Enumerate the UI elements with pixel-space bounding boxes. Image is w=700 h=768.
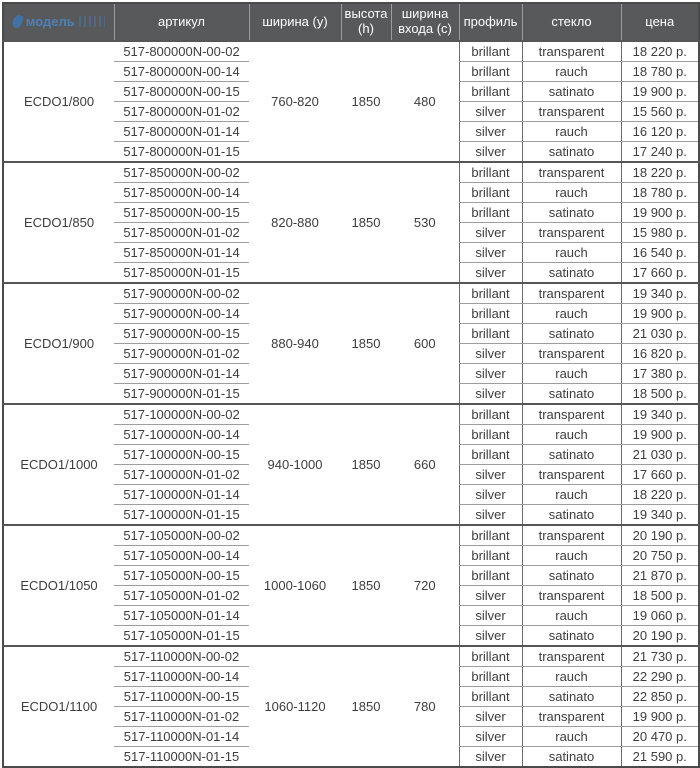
profile-cell: brillant xyxy=(459,566,522,586)
sku-cell: 517-105000N-00-14 xyxy=(114,546,249,566)
glass-cell: rauch xyxy=(522,364,621,384)
glass-cell: transparent xyxy=(522,223,621,243)
profile-cell: silver xyxy=(459,384,522,405)
sku-cell: 517-900000N-00-02 xyxy=(114,283,249,304)
profile-cell: brillant xyxy=(459,646,522,667)
model-cell: ECDO1/800 xyxy=(3,41,114,162)
profile-cell: brillant xyxy=(459,62,522,82)
sku-cell: 517-800000N-00-14 xyxy=(114,62,249,82)
price-cell: 18 500 р. xyxy=(621,384,699,405)
table-row xyxy=(3,404,699,425)
sku-cell: 517-100000N-01-15 xyxy=(123,506,240,522)
price-cell: 21 870 р. xyxy=(621,566,699,586)
sku-cell: 517-110000N-01-02 xyxy=(114,707,249,727)
price-cell: 17 380 р. xyxy=(621,364,699,384)
column-header-price: цена xyxy=(621,3,699,41)
column-header-profile: профиль xyxy=(459,3,522,41)
sku-cell: 517-900000N-01-14 xyxy=(114,364,249,384)
width-cell: 940-1000 xyxy=(249,404,341,525)
glass-cell: rauch xyxy=(522,183,621,203)
sku-cell: 517-100000N-00-14 xyxy=(114,425,249,445)
model-cell: ECDO1/1000 xyxy=(3,404,114,525)
glass-cell: rauch xyxy=(522,727,621,747)
profile-cell: silver xyxy=(459,707,522,727)
sku-cell: 517-900000N-00-15 xyxy=(114,324,249,344)
profile-cell: silver xyxy=(459,142,522,163)
profile-cell: silver xyxy=(459,505,522,526)
profile-cell: silver xyxy=(459,626,522,647)
price-cell: 19 340 р. xyxy=(621,505,699,526)
glass-cell: rauch xyxy=(522,667,621,687)
table-row xyxy=(3,283,699,304)
price-cell: 18 500 р. xyxy=(621,586,699,606)
width-cell: 1060-1120 xyxy=(249,646,341,767)
column-header-glass: стекло xyxy=(522,3,621,41)
sku-cell: 517-100000N-00-15 xyxy=(114,445,249,465)
profile-cell: brillant xyxy=(459,82,522,102)
glass-cell: transparent xyxy=(522,707,621,727)
entry-width-cell: 480 xyxy=(391,41,459,162)
model-cell: ECDO1/850 xyxy=(3,162,114,283)
price-cell: 16 120 р. xyxy=(621,122,699,142)
price-cell: 17 660 р. xyxy=(621,263,699,284)
price-cell: 16 540 р. xyxy=(621,243,699,263)
glass-cell: satinato xyxy=(522,384,621,405)
price-cell: 19 340 р. xyxy=(621,404,699,425)
glass-cell: satinato xyxy=(522,263,621,284)
model-cell: ECDO1/900 xyxy=(3,283,114,404)
price-cell: 19 900 р. xyxy=(621,707,699,727)
price-table xyxy=(2,2,700,768)
price-cell: 19 060 р. xyxy=(621,606,699,626)
profile-cell: silver xyxy=(459,364,522,384)
profile-cell: silver xyxy=(459,465,522,485)
profile-cell: silver xyxy=(459,727,522,747)
glass-cell: rauch xyxy=(522,546,621,566)
model-cell: ECDO1/1100 xyxy=(3,646,114,767)
sku-cell: 517-850000N-00-14 xyxy=(114,183,249,203)
header-row xyxy=(3,3,699,41)
sku-cell: 517-850000N-00-02 xyxy=(114,162,249,183)
column-header-model xyxy=(3,3,114,41)
profile-cell: silver xyxy=(459,485,522,505)
glass-cell: satinato xyxy=(522,445,621,465)
watermark-fragment xyxy=(79,16,105,27)
sku-cell: 517-105000N-01-15 xyxy=(123,627,240,643)
profile-cell: brillant xyxy=(459,687,522,707)
profile-cell: silver xyxy=(459,122,522,142)
profile-cell: silver xyxy=(459,102,522,122)
column-header-entry-width: ширина входа (c) xyxy=(391,3,459,41)
price-cell: 19 900 р. xyxy=(621,82,699,102)
table-row xyxy=(3,41,699,62)
sku-cell: 517-105000N-00-15 xyxy=(114,566,249,586)
price-cell: 18 220 р. xyxy=(621,41,699,62)
price-cell: 15 560 р. xyxy=(621,102,699,122)
profile-cell: brillant xyxy=(459,445,522,465)
sku-cell: 517-110000N-00-14 xyxy=(114,667,249,687)
price-cell: 19 900 р. xyxy=(621,425,699,445)
height-cell: 1850 xyxy=(341,162,391,283)
profile-cell: brillant xyxy=(459,183,522,203)
glass-cell: transparent xyxy=(522,586,621,606)
profile-cell: brillant xyxy=(459,546,522,566)
table-header xyxy=(3,3,699,41)
height-cell: 1850 xyxy=(341,283,391,404)
sku-cell: 517-100000N-00-02 xyxy=(114,404,249,425)
price-cell: 15 980 р. xyxy=(621,223,699,243)
entry-width-cell: 780 xyxy=(391,646,459,767)
price-cell: 18 220 р. xyxy=(621,162,699,183)
glass-cell: satinato xyxy=(522,566,621,586)
glass-cell: transparent xyxy=(522,525,621,546)
profile-cell: brillant xyxy=(459,525,522,546)
glass-cell: satinato xyxy=(522,687,621,707)
column-header-sku: артикул xyxy=(114,3,249,41)
height-cell: 1850 xyxy=(341,525,391,646)
table-row xyxy=(3,162,699,183)
price-cell: 21 030 р. xyxy=(621,324,699,344)
glass-cell: transparent xyxy=(522,41,621,62)
price-cell: 20 470 р. xyxy=(621,727,699,747)
glass-cell: rauch xyxy=(522,62,621,82)
glass-cell: transparent xyxy=(522,162,621,183)
sku-cell: 517-110000N-01-14 xyxy=(114,727,249,747)
glass-cell: satinato xyxy=(522,203,621,223)
watermark-logo-icon xyxy=(11,14,24,29)
glass-cell: transparent xyxy=(522,404,621,425)
height-cell: 1850 xyxy=(341,646,391,767)
glass-cell: transparent xyxy=(522,344,621,364)
sku-cell: 517-800000N-01-14 xyxy=(114,122,249,142)
column-header-model-label: модель xyxy=(25,13,75,29)
sku-cell: 517-105000N-00-02 xyxy=(114,525,249,546)
price-cell: 22 290 р. xyxy=(621,667,699,687)
sku-cell: 517-850000N-01-15 xyxy=(123,264,240,280)
price-cell: 20 750 р. xyxy=(621,546,699,566)
glass-cell: rauch xyxy=(522,122,621,142)
profile-cell: brillant xyxy=(459,425,522,445)
price-cell: 19 340 р. xyxy=(621,283,699,304)
glass-cell: satinato xyxy=(522,626,621,647)
price-cell: 18 220 р. xyxy=(621,485,699,505)
profile-cell: silver xyxy=(459,606,522,626)
profile-cell: brillant xyxy=(459,203,522,223)
entry-width-cell: 720 xyxy=(391,525,459,646)
profile-cell: silver xyxy=(459,747,522,768)
glass-cell: rauch xyxy=(522,304,621,324)
glass-cell: satinato xyxy=(522,324,621,344)
price-cell: 20 190 р. xyxy=(621,626,699,647)
glass-cell: rauch xyxy=(522,425,621,445)
entry-width-cell: 660 xyxy=(391,404,459,525)
profile-cell: silver xyxy=(459,586,522,606)
profile-cell: brillant xyxy=(459,304,522,324)
sku-cell: 517-850000N-01-14 xyxy=(114,243,249,263)
price-cell: 18 780 р. xyxy=(621,62,699,82)
price-cell: 21 590 р. xyxy=(621,747,699,768)
glass-cell: rauch xyxy=(522,606,621,626)
sku-cell: 517-105000N-01-02 xyxy=(114,586,249,606)
sku-cell: 517-850000N-01-02 xyxy=(114,223,249,243)
sku-cell: 517-900000N-01-15 xyxy=(123,385,240,401)
sku-cell: 517-110000N-00-15 xyxy=(114,687,249,707)
price-cell: 19 900 р. xyxy=(621,304,699,324)
profile-cell: silver xyxy=(459,243,522,263)
glass-cell: rauch xyxy=(522,485,621,505)
entry-width-cell: 530 xyxy=(391,162,459,283)
sku-cell: 517-800000N-00-02 xyxy=(114,41,249,62)
sku-cell: 517-800000N-01-02 xyxy=(114,102,249,122)
glass-cell: transparent xyxy=(522,102,621,122)
sku-cell: 517-100000N-01-14 xyxy=(114,485,249,505)
profile-cell: brillant xyxy=(459,324,522,344)
price-cell: 18 780 р. xyxy=(621,183,699,203)
profile-cell: brillant xyxy=(459,667,522,687)
sku-cell: 517-850000N-00-15 xyxy=(114,203,249,223)
price-cell: 16 820 р. xyxy=(621,344,699,364)
table-row xyxy=(3,525,699,546)
table-row xyxy=(3,646,699,667)
profile-cell: brillant xyxy=(459,283,522,304)
profile-cell: silver xyxy=(459,344,522,364)
profile-cell: brillant xyxy=(459,404,522,425)
price-cell: 19 900 р. xyxy=(621,203,699,223)
glass-cell: satinato xyxy=(522,747,621,768)
table-body xyxy=(3,41,699,767)
sku-cell: 517-900000N-00-14 xyxy=(114,304,249,324)
glass-cell: satinato xyxy=(522,82,621,102)
price-cell: 22 850 р. xyxy=(621,687,699,707)
profile-cell: silver xyxy=(459,263,522,284)
glass-cell: transparent xyxy=(522,646,621,667)
width-cell: 760-820 xyxy=(249,41,341,162)
sku-cell: 517-110000N-01-15 xyxy=(123,748,240,764)
profile-cell: silver xyxy=(459,223,522,243)
sku-cell: 517-800000N-01-15 xyxy=(123,143,240,159)
model-cell: ECDO1/1050 xyxy=(3,525,114,646)
height-cell: 1850 xyxy=(341,41,391,162)
glass-cell: rauch xyxy=(522,243,621,263)
sku-cell: 517-105000N-01-14 xyxy=(114,606,249,626)
width-cell: 880-940 xyxy=(249,283,341,404)
price-cell: 17 660 р. xyxy=(621,465,699,485)
sku-cell: 517-100000N-01-02 xyxy=(114,465,249,485)
sku-cell: 517-900000N-01-02 xyxy=(114,344,249,364)
column-header-width: ширина (y) xyxy=(249,3,341,41)
price-cell: 21 030 р. xyxy=(621,445,699,465)
price-cell: 21 730 р. xyxy=(621,646,699,667)
price-cell: 20 190 р. xyxy=(621,525,699,546)
profile-cell: brillant xyxy=(459,162,522,183)
entry-width-cell: 600 xyxy=(391,283,459,404)
sku-cell: 517-110000N-00-02 xyxy=(114,646,249,667)
width-cell: 820-880 xyxy=(249,162,341,283)
glass-cell: satinato xyxy=(522,505,621,526)
glass-cell: transparent xyxy=(522,465,621,485)
width-cell: 1000-1060 xyxy=(249,525,341,646)
column-header-height: высота (h) xyxy=(341,3,391,41)
profile-cell: brillant xyxy=(459,41,522,62)
glass-cell: transparent xyxy=(522,283,621,304)
price-cell: 17 240 р. xyxy=(621,142,699,163)
height-cell: 1850 xyxy=(341,404,391,525)
glass-cell: satinato xyxy=(522,142,621,163)
sku-cell: 517-800000N-00-15 xyxy=(114,82,249,102)
